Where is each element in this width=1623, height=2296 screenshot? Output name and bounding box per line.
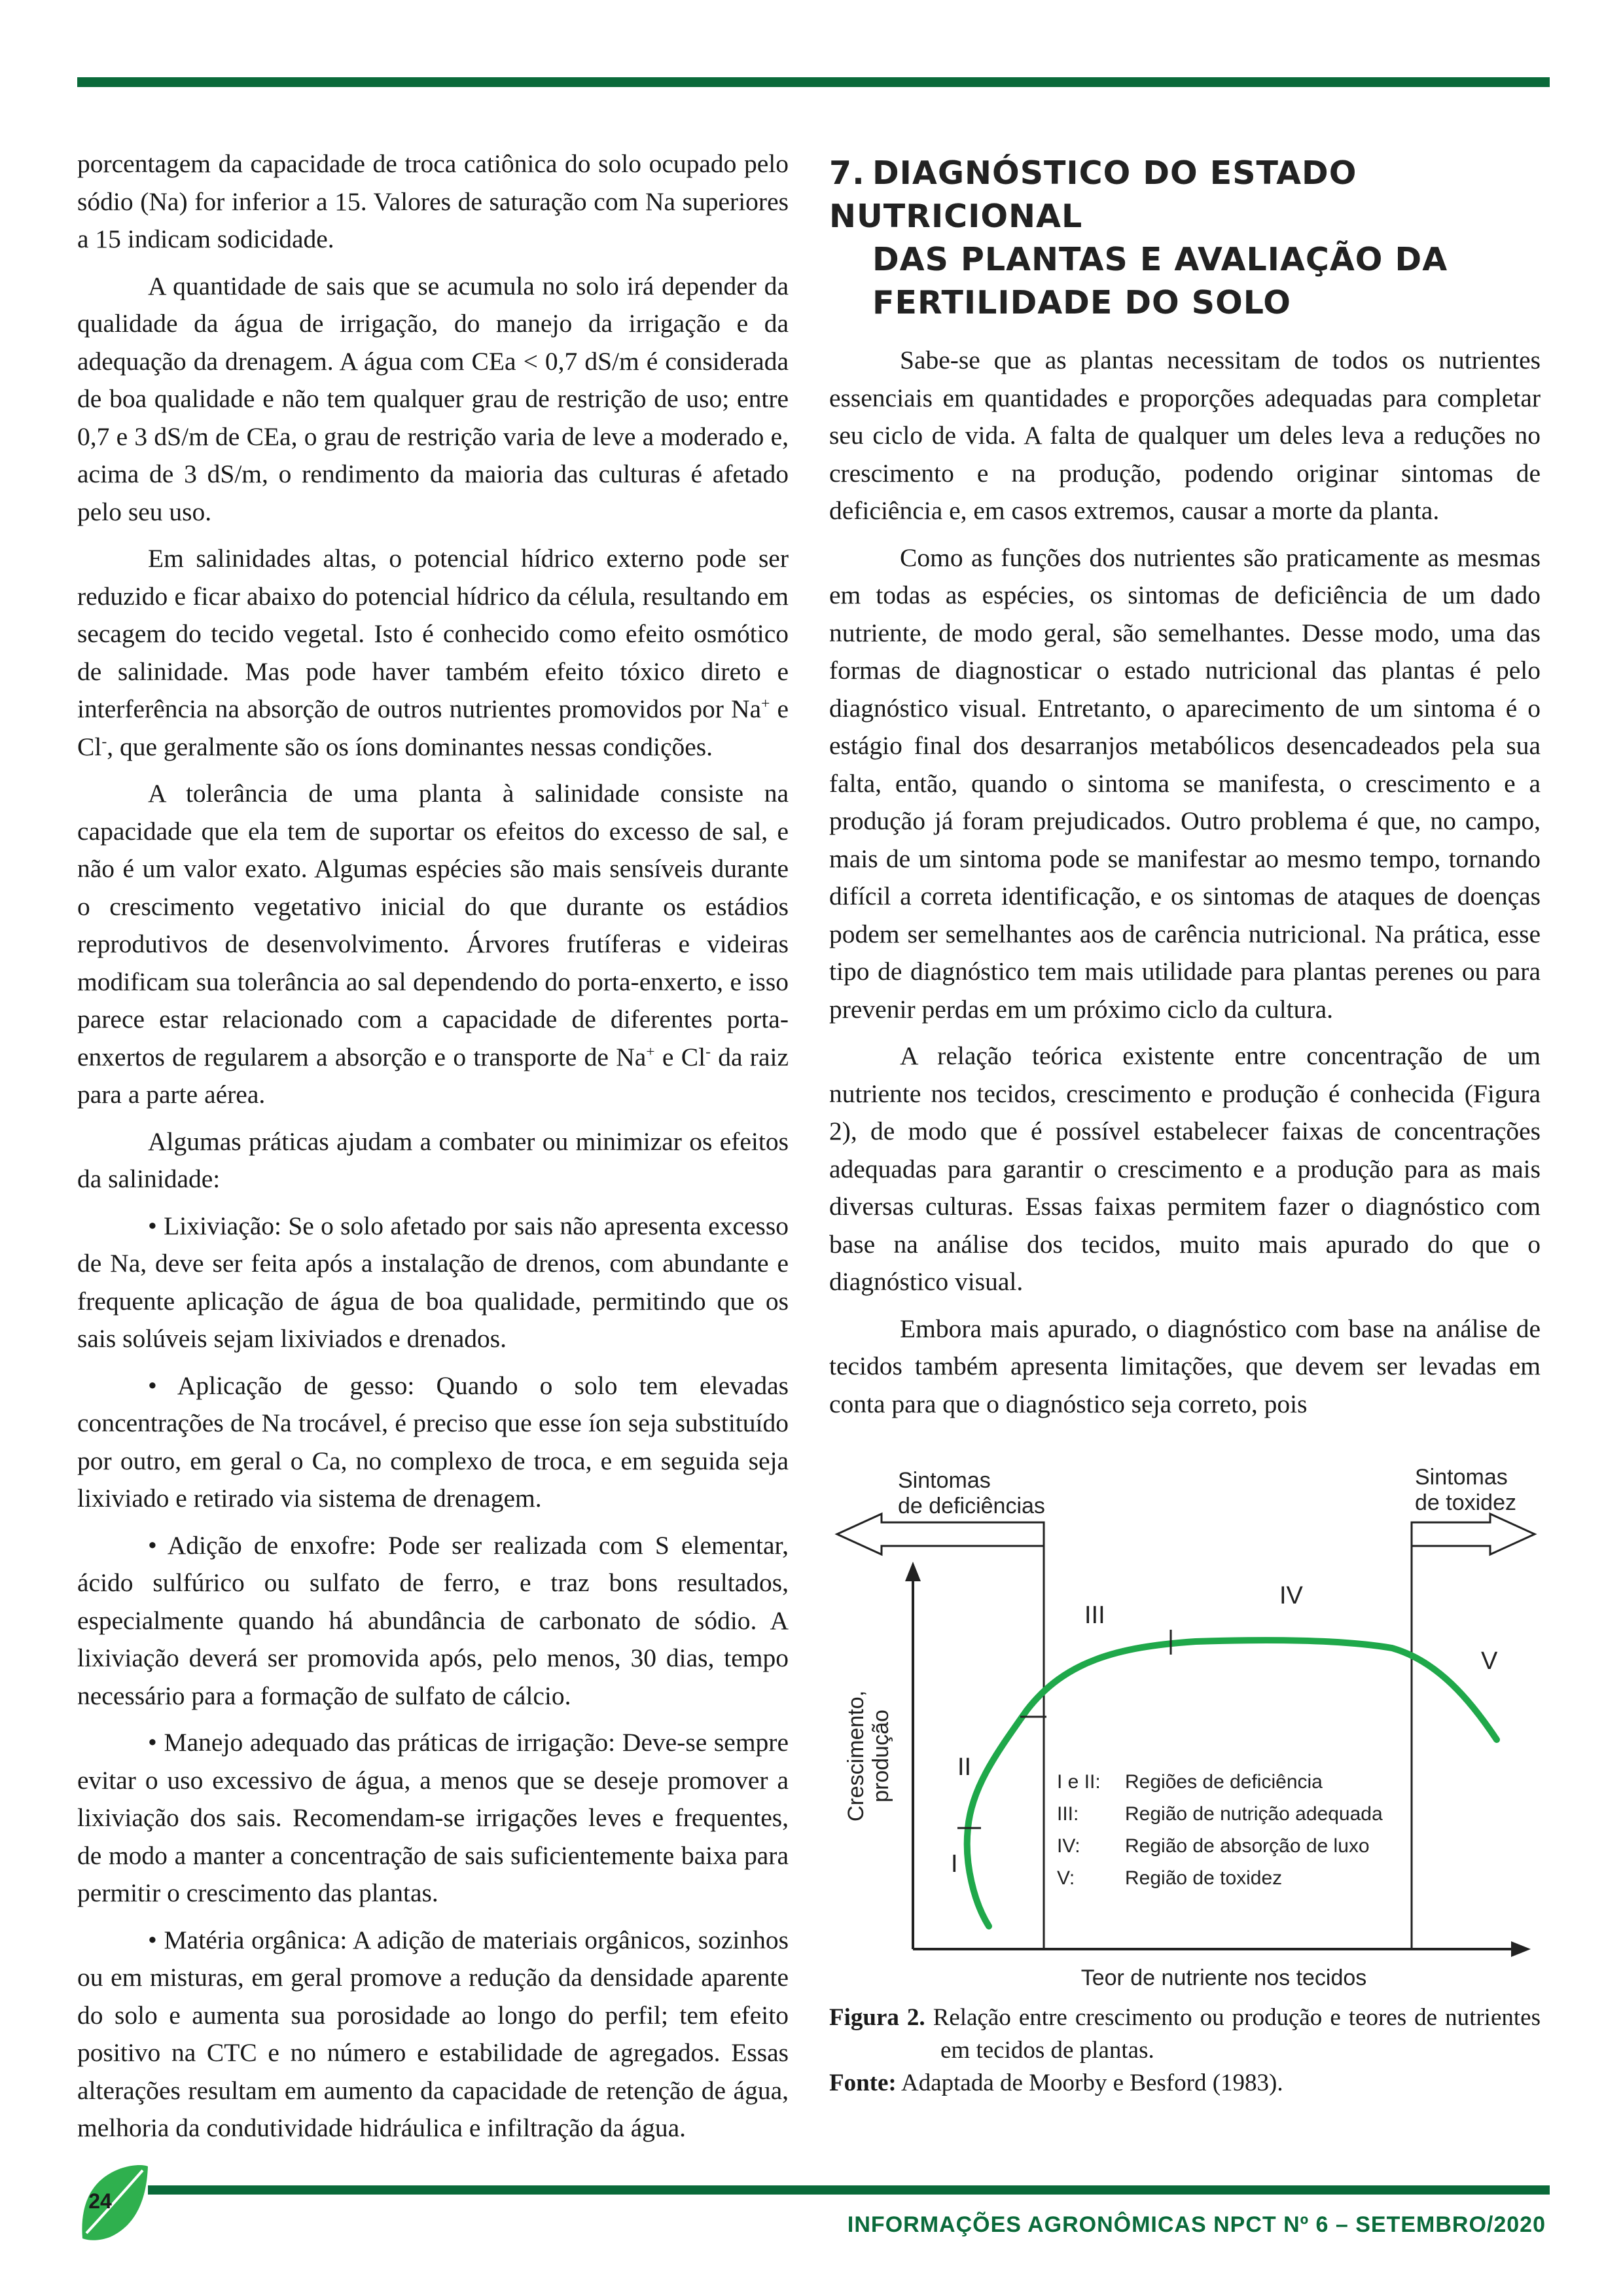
y-axis-label-line: Crescimento, xyxy=(844,1690,868,1822)
paragraph xyxy=(77,540,789,766)
section-heading-line xyxy=(829,152,1541,238)
text-run: e Cl xyxy=(654,1042,706,1071)
x-axis-arrowhead xyxy=(1511,1941,1531,1957)
source-text: Adaptada de Moorby e Besford (1983). xyxy=(901,2070,1283,2096)
toxicity-arrow xyxy=(1412,1514,1535,1554)
left-column xyxy=(77,145,789,2157)
section-heading xyxy=(829,152,1541,325)
x-axis-label: Teor de nutriente nos tecidos xyxy=(1080,1965,1367,1990)
superscript: + xyxy=(646,1043,655,1060)
nutrient-response-diagram xyxy=(829,1452,1541,2001)
section-title-text: DIAGNÓSTICO DO ESTADO NUTRICIONAL xyxy=(829,154,1357,235)
y-axis-arrowhead xyxy=(905,1562,921,1581)
bullet-item-lixiviacao: • Lixiviação: Se o solo afetado por sais não apresenta excesso de Na, deve ser feita após a instalação de drenos, com abundante e frequente aplicação de água de boa qualidade, permitindo que os sais solúveis sejam lixiviados e drenados. xyxy=(77,1211,789,1353)
section-heading-line: DAS PLANTAS E AVALIAÇÃO DA xyxy=(872,241,1448,278)
superscript: - xyxy=(101,732,107,750)
paragraph: Embora mais apurado, o diagnóstico com base na análise de tecidos também apresenta limitações, que devem ser levadas em conta para que o diagnóstico seja correto, pois xyxy=(829,1314,1541,1418)
region-label-v: V xyxy=(1481,1647,1498,1675)
paragraph: Como as funções dos nutrientes são praticamente as mesmas em todas as espécies, os sintomas de deficiência de um dado nutriente, de modo geral, são semelhantes. Desse modo, uma das formas de diagnosticar o estado nutricional das plantas é pelo diagnóstico visual. Entretanto, o aparecimento de um sintoma é o estágio final dos desarranjos metabólicos desencadeados pela sua falta, então, quando o sintoma se manifesta, o crescimento e a produção já foram prejudicados. Outro problema é que, no campo, mais de um sintoma pode se manifestar ao mesmo tempo, tornando difícil a correta identificação, e os sintomas de ataques de doenças podem ser semelhantes aos de carência nutricional. Na prática, esse tipo de diagnóstico tem mais utilidade para plantas perenes ou para prevenir perdas em um próximo ciclo da cultura. xyxy=(829,543,1541,1024)
figure-caption xyxy=(829,2001,1541,2100)
publication-footer: INFORMAÇÕES AGRONÔMICAS NPCT Nº 6 – SETEMBRO/2020 xyxy=(847,2212,1546,2237)
header-rule xyxy=(77,77,1550,87)
page-number: 24 xyxy=(88,2189,112,2213)
region-label-ii: II xyxy=(957,1753,972,1781)
text-run: e Cl xyxy=(77,694,789,761)
text-run: A tolerância de uma planta à salinidade consiste na capacidade que ela tem de suportar os efeitos do excesso de sal, e não é um valor exato. Algumas espécies são mais sensíveis durante o crescimento vegetativo inicial do que durante os estádios reprodutivos de desenvolvimento. Árvores frutíferas e videiras modificam sua tolerância ao sal dependendo do porta-enxerto, e isso parece estar relacionado com a capacidade de diferentes porta-enxertos de regularem a absorção e o transporte de Na xyxy=(77,779,789,1071)
legend-key: III: xyxy=(1057,1803,1079,1825)
legend-text: Região de nutrição adequada xyxy=(1125,1803,1383,1825)
paragraph xyxy=(77,775,789,1114)
caption-text: Relação entre crescimento ou produção e teores de nutrientes em tecidos de plantas. xyxy=(933,2004,1541,2064)
legend-key: I e II: xyxy=(1057,1771,1101,1793)
region-label-iii: III xyxy=(1084,1602,1105,1629)
deficiency-label-line: de deficiências xyxy=(898,1494,1045,1518)
bullet-item-enxofre: • Adição de enxofre: Pode ser realizada com S elementar, ácido sulfúrico ou sulfato de ferro, e traz bons resultados, especialmente quando há abundância de carbonato de sódio. A lixiviação deverá ser promovida após, pelo menos, 30 dias, tempo necessário para a formação de sulfato de cálcio. xyxy=(77,1530,789,1710)
text-run: , que geralmente são os íons dominantes nessas condições. xyxy=(107,732,713,761)
section-heading-line: FERTILIDADE DO SOLO xyxy=(872,284,1291,321)
caption-row xyxy=(829,2001,1541,2067)
legend-text: Regiões de deficiência xyxy=(1125,1771,1323,1793)
source-label: Fonte: xyxy=(829,2070,897,2096)
paragraph: A relação teórica existente entre concentração de um nutriente nos tecidos, crescimento e produção é conhecida (Figura 2), de modo que é possível estabelecer faixas de concentrações adequadas para garantir o crescimento e a produção para as mais diversas culturas. Essas faixas permitem fazer o diagnóstico com base na análise dos tecidos, muito mais apurado do que o diagnóstico visual. xyxy=(829,1041,1541,1296)
section-number: 7. xyxy=(829,154,865,192)
region-label-i: I xyxy=(951,1850,958,1878)
bullet-item-materia-organica: • Matéria orgânica: A adição de materiais orgânicos, sozinhos ou em misturas, em geral promove a redução da densidade aparente do solo e aumenta sua porosidade ao longo do perfil; tem efeito positivo na CTC e no número e estabilidade de agregados. Essas alterações resultam em aumento da capacidade de retenção de água, melhoria da condutividade hidráulica e infiltração da água. xyxy=(77,1925,789,2142)
legend-key: V: xyxy=(1057,1867,1075,1889)
toxicity-label-line: Sintomas xyxy=(1415,1465,1508,1490)
text-run: da raiz para a parte aérea. xyxy=(77,1042,789,1109)
paragraph: A quantidade de sais que se acumula no solo irá depender da qualidade da água de irrigação, do manejo da irrigação e da adequação da drenagem. A água com CEa < 0,7 dS/m é considerada de boa qualidade e não tem qualquer grau de restrição de uso; entre 0,7 e 3 dS/m de CEa, o grau de restrição varia de leve a moderado e, acima de 3 dS/m, o rendimento da maioria das culturas é afetado pelo seu uso. xyxy=(77,271,789,526)
toxicity-label-line: de toxidez xyxy=(1415,1490,1516,1515)
y-axis-label-line: produção xyxy=(868,1710,893,1803)
text-run: Em salinidades altas, o potencial hídrico externo pode ser reduzido e ficar abaixo do potencial hídrico da célula, resultando em secagem do tecido vegetal. Isto é conhecido como efeito osmótico de salinidade. Mas pode haver também efeito tóxico direto e interferência na absorção de outros nutrientes promovidos por Na xyxy=(77,544,789,723)
source-row xyxy=(829,2067,1541,2100)
superscript: + xyxy=(761,694,770,712)
paragraph: porcentagem da capacidade de troca catiônica do solo ocupado pelo sódio (Na) for inferior a 15. Valores de saturação com Na superiores a 15 indicam sodicidade. xyxy=(77,149,789,253)
region-label-iv: IV xyxy=(1279,1582,1303,1609)
deficiency-arrow xyxy=(837,1514,1044,1554)
figure-2 xyxy=(829,1452,1541,2001)
legend-key: IV: xyxy=(1057,1835,1080,1857)
paragraph: Sabe-se que as plantas necessitam de todos os nutrientes essenciais em quantidades e proporções adequadas para completar seu ciclo de vida. A falta de qualquer um deles leva a reduções no crescimento e na produção, podendo originar sintomas de deficiência e, em casos extremos, causar a morte da planta. xyxy=(829,346,1541,525)
deficiency-label-line: Sintomas xyxy=(898,1468,991,1493)
bullet-item-irrigacao: • Manejo adequado das práticas de irrigação: Deve-se sempre evitar o uso excessivo de água, a menos que se deseje promover a lixiviação dos sais. Recomendam-se irrigações leves e frequentes, de modo a manter a concentração de sais suficientemente baixa para permitir o crescimento das plantas. xyxy=(77,1728,789,1907)
paragraph: Algumas práticas ajudam a combater ou minimizar os efeitos da salinidade: xyxy=(77,1126,789,1193)
bullet-item-gesso: • Aplicação de gesso: Quando o solo tem elevadas concentrações de Na trocável, é preciso que esse íon seja substituído por outro, em geral o Ca, no complexo de troca, e em seguida seja lixiviado e retirado via sistema de drenagem. xyxy=(77,1371,789,1513)
legend-text: Região de toxidez xyxy=(1125,1867,1283,1889)
superscript: - xyxy=(705,1043,711,1060)
footer-rule xyxy=(148,2185,1550,2195)
legend-text: Região de absorção de luxo xyxy=(1125,1835,1370,1857)
caption-label: Figura 2. xyxy=(829,2004,925,2031)
right-column xyxy=(829,145,1541,1432)
